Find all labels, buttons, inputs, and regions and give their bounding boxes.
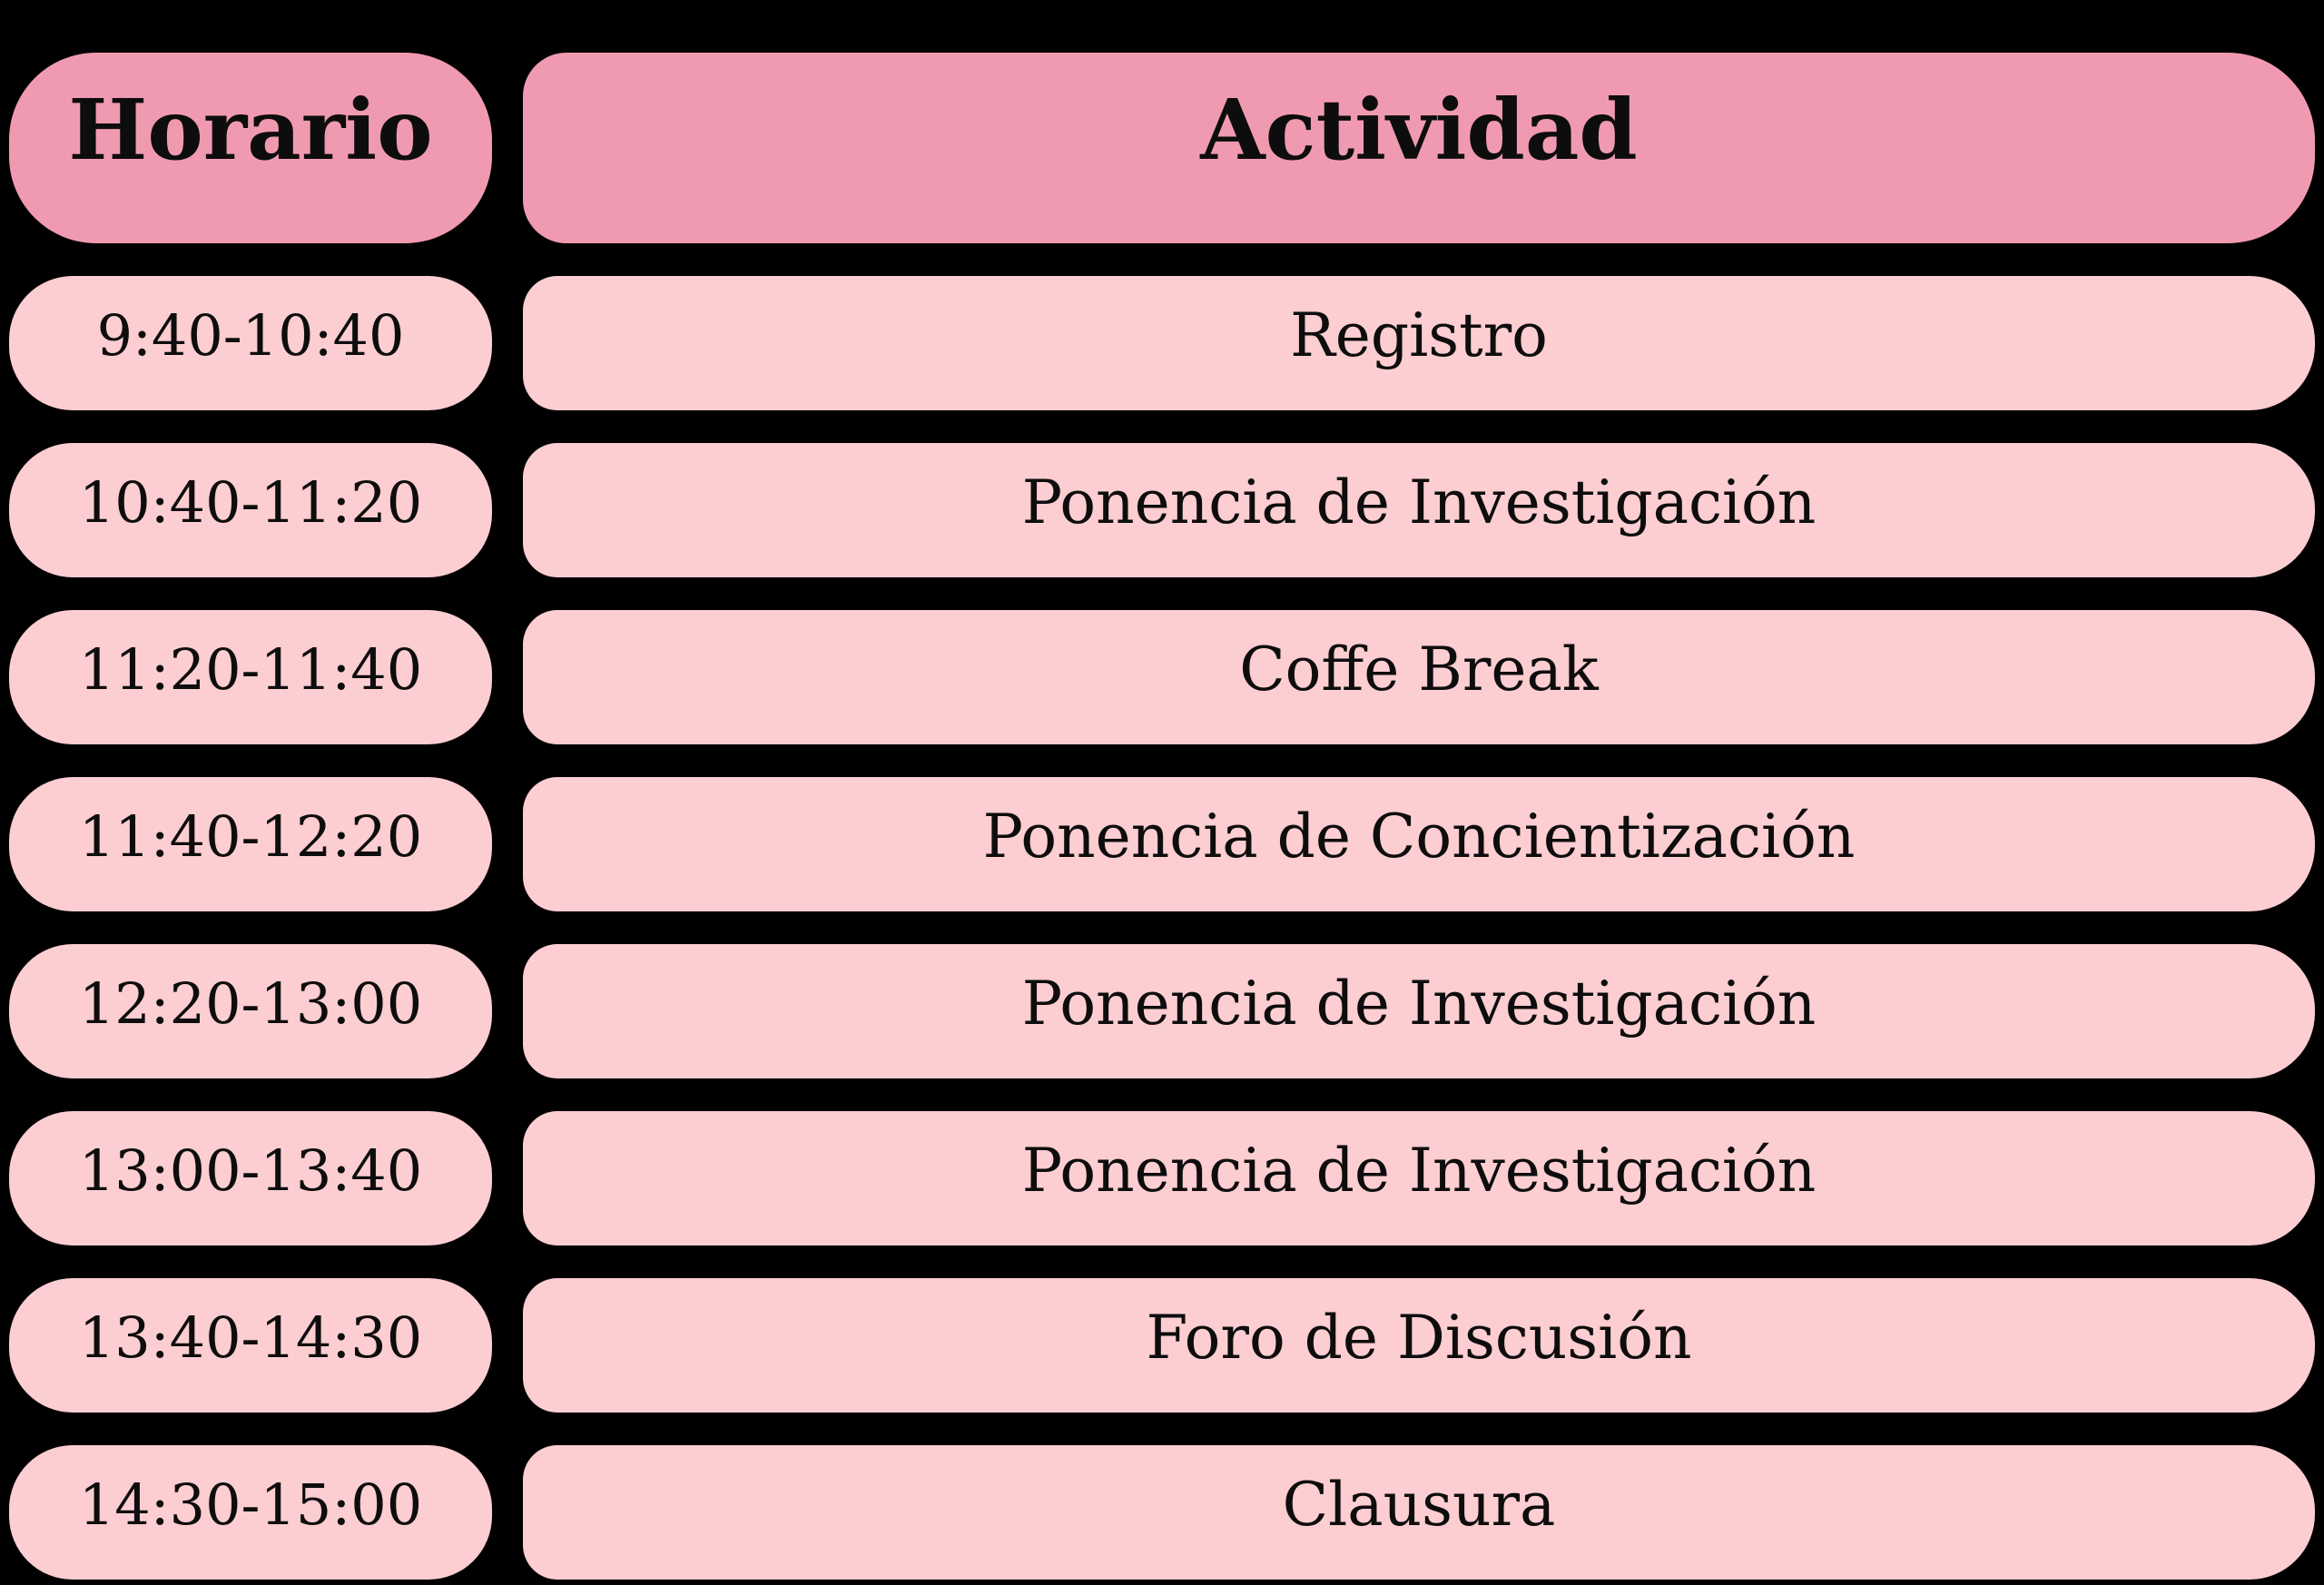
header-horario-label: Horario <box>68 81 433 179</box>
time-label: 14:30-15:00 <box>78 1472 423 1538</box>
time-label: 9:40-10:40 <box>96 302 405 369</box>
time-label: 11:40-12:20 <box>78 803 423 870</box>
activity-label: Ponencia de Concientización <box>982 802 1856 871</box>
time-label: 10:40-11:20 <box>78 469 423 536</box>
activity-label: Foro de Discusión <box>1146 1303 1692 1373</box>
time-pill-row6 <box>9 1111 492 1245</box>
schedule-table <box>9 53 2315 1580</box>
activity-bar-row3 <box>523 610 2315 744</box>
header-actividad <box>523 53 2315 243</box>
time-label: 12:20-13:00 <box>78 970 423 1037</box>
activity-bar-row5 <box>523 944 2315 1078</box>
activity-label: Ponencia de Investigación <box>1021 468 1817 537</box>
activity-label: Ponencia de Investigación <box>1021 969 1817 1039</box>
time-pill-row1 <box>9 276 492 410</box>
activity-bar-row8 <box>523 1445 2315 1580</box>
header-actividad-label: Actividad <box>1200 81 1638 179</box>
time-label: 13:40-14:30 <box>78 1304 423 1371</box>
header-horario <box>9 53 492 243</box>
time-pill-row7 <box>9 1278 492 1413</box>
time-pill-row8 <box>9 1445 492 1580</box>
activity-label: Coffe Break <box>1239 635 1599 704</box>
activity-label: Registro <box>1290 300 1548 370</box>
activity-label: Ponencia de Investigación <box>1021 1136 1817 1206</box>
time-pill-row5 <box>9 944 492 1078</box>
activity-bar-row1 <box>523 276 2315 410</box>
activity-bar-row2 <box>523 443 2315 577</box>
activity-bar-row7 <box>523 1278 2315 1413</box>
time-pill-row3 <box>9 610 492 744</box>
activity-bar-row6 <box>523 1111 2315 1245</box>
time-pill-row4 <box>9 777 492 911</box>
activity-label: Clausura <box>1282 1470 1556 1540</box>
activity-bar-row4 <box>523 777 2315 911</box>
time-label: 11:20-11:40 <box>78 636 423 703</box>
time-label: 13:00-13:40 <box>78 1137 423 1204</box>
time-pill-row2 <box>9 443 492 577</box>
